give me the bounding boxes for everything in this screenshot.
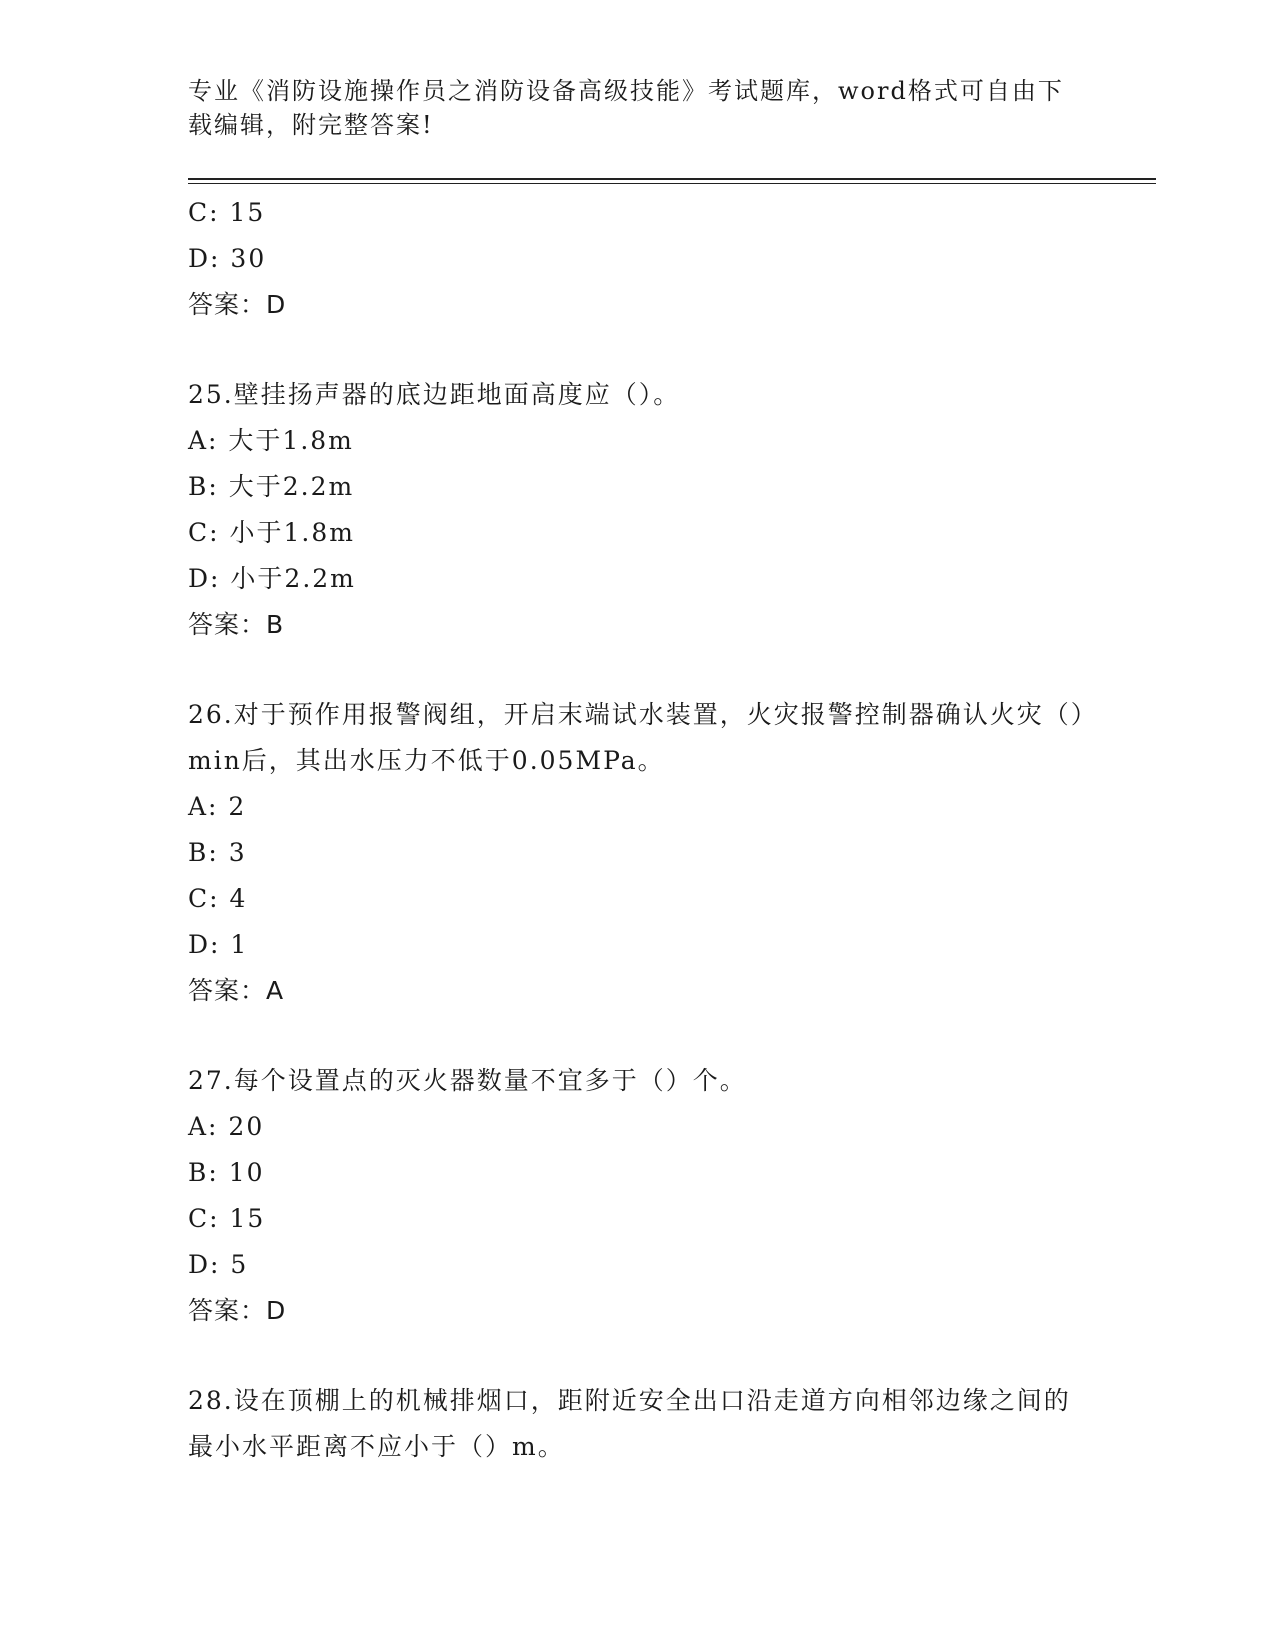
option-c: C: 小于1.8m: [188, 518, 355, 547]
document-header: 专业《消防设施操作员之消防设备高级技能》考试题库，word格式可自由下载编辑，附完整答案!: [188, 77, 1064, 139]
option-c: C: 15: [188, 1204, 266, 1233]
question-28: [188, 1378, 1088, 1470]
option-b: B: 大于2.2m: [188, 472, 355, 501]
option-b: B: 10: [188, 1158, 265, 1187]
option-d: D: 1: [188, 930, 249, 959]
question-26: [188, 692, 1088, 1014]
question-text: 26.对于预作用报警阀组，开启末端试水装置，火灾报警控制器确认火灾（）min后，其出水压力不低于0.05MPa。: [188, 700, 1086, 775]
option-b: B: 3: [188, 838, 247, 867]
question-text: 27.每个设置点的灭火器数量不宜多于（）个。: [188, 1066, 747, 1095]
answer-line: 答案：A: [188, 976, 285, 1005]
answer-line: 答案：D: [188, 290, 287, 319]
option-c: C: 15: [188, 198, 266, 227]
option-a: A: 大于1.8m: [188, 426, 354, 455]
option-d: D: 5: [188, 1250, 249, 1279]
question-text: 28.设在顶棚上的机械排烟口，距附近安全出口沿走道方向相邻边缘之间的最小水平距离不应小于（）m。: [188, 1386, 1071, 1461]
option-a: A: 2: [188, 792, 247, 821]
option-d: D: 小于2.2m: [188, 564, 356, 593]
question-list: [188, 190, 1088, 1470]
header-divider: [188, 178, 1156, 184]
question-text: 25.壁挂扬声器的底边距地面高度应（）。: [188, 380, 681, 409]
answer-line: 答案：D: [188, 1296, 287, 1325]
question-27: [188, 1058, 1088, 1334]
option-c: C: 4: [188, 884, 248, 913]
answer-line: 答案：B: [188, 610, 285, 639]
question-25: [188, 372, 1088, 648]
carryover-block: [188, 190, 1088, 328]
option-a: A: 20: [188, 1112, 265, 1141]
option-d: D: 30: [188, 244, 267, 273]
